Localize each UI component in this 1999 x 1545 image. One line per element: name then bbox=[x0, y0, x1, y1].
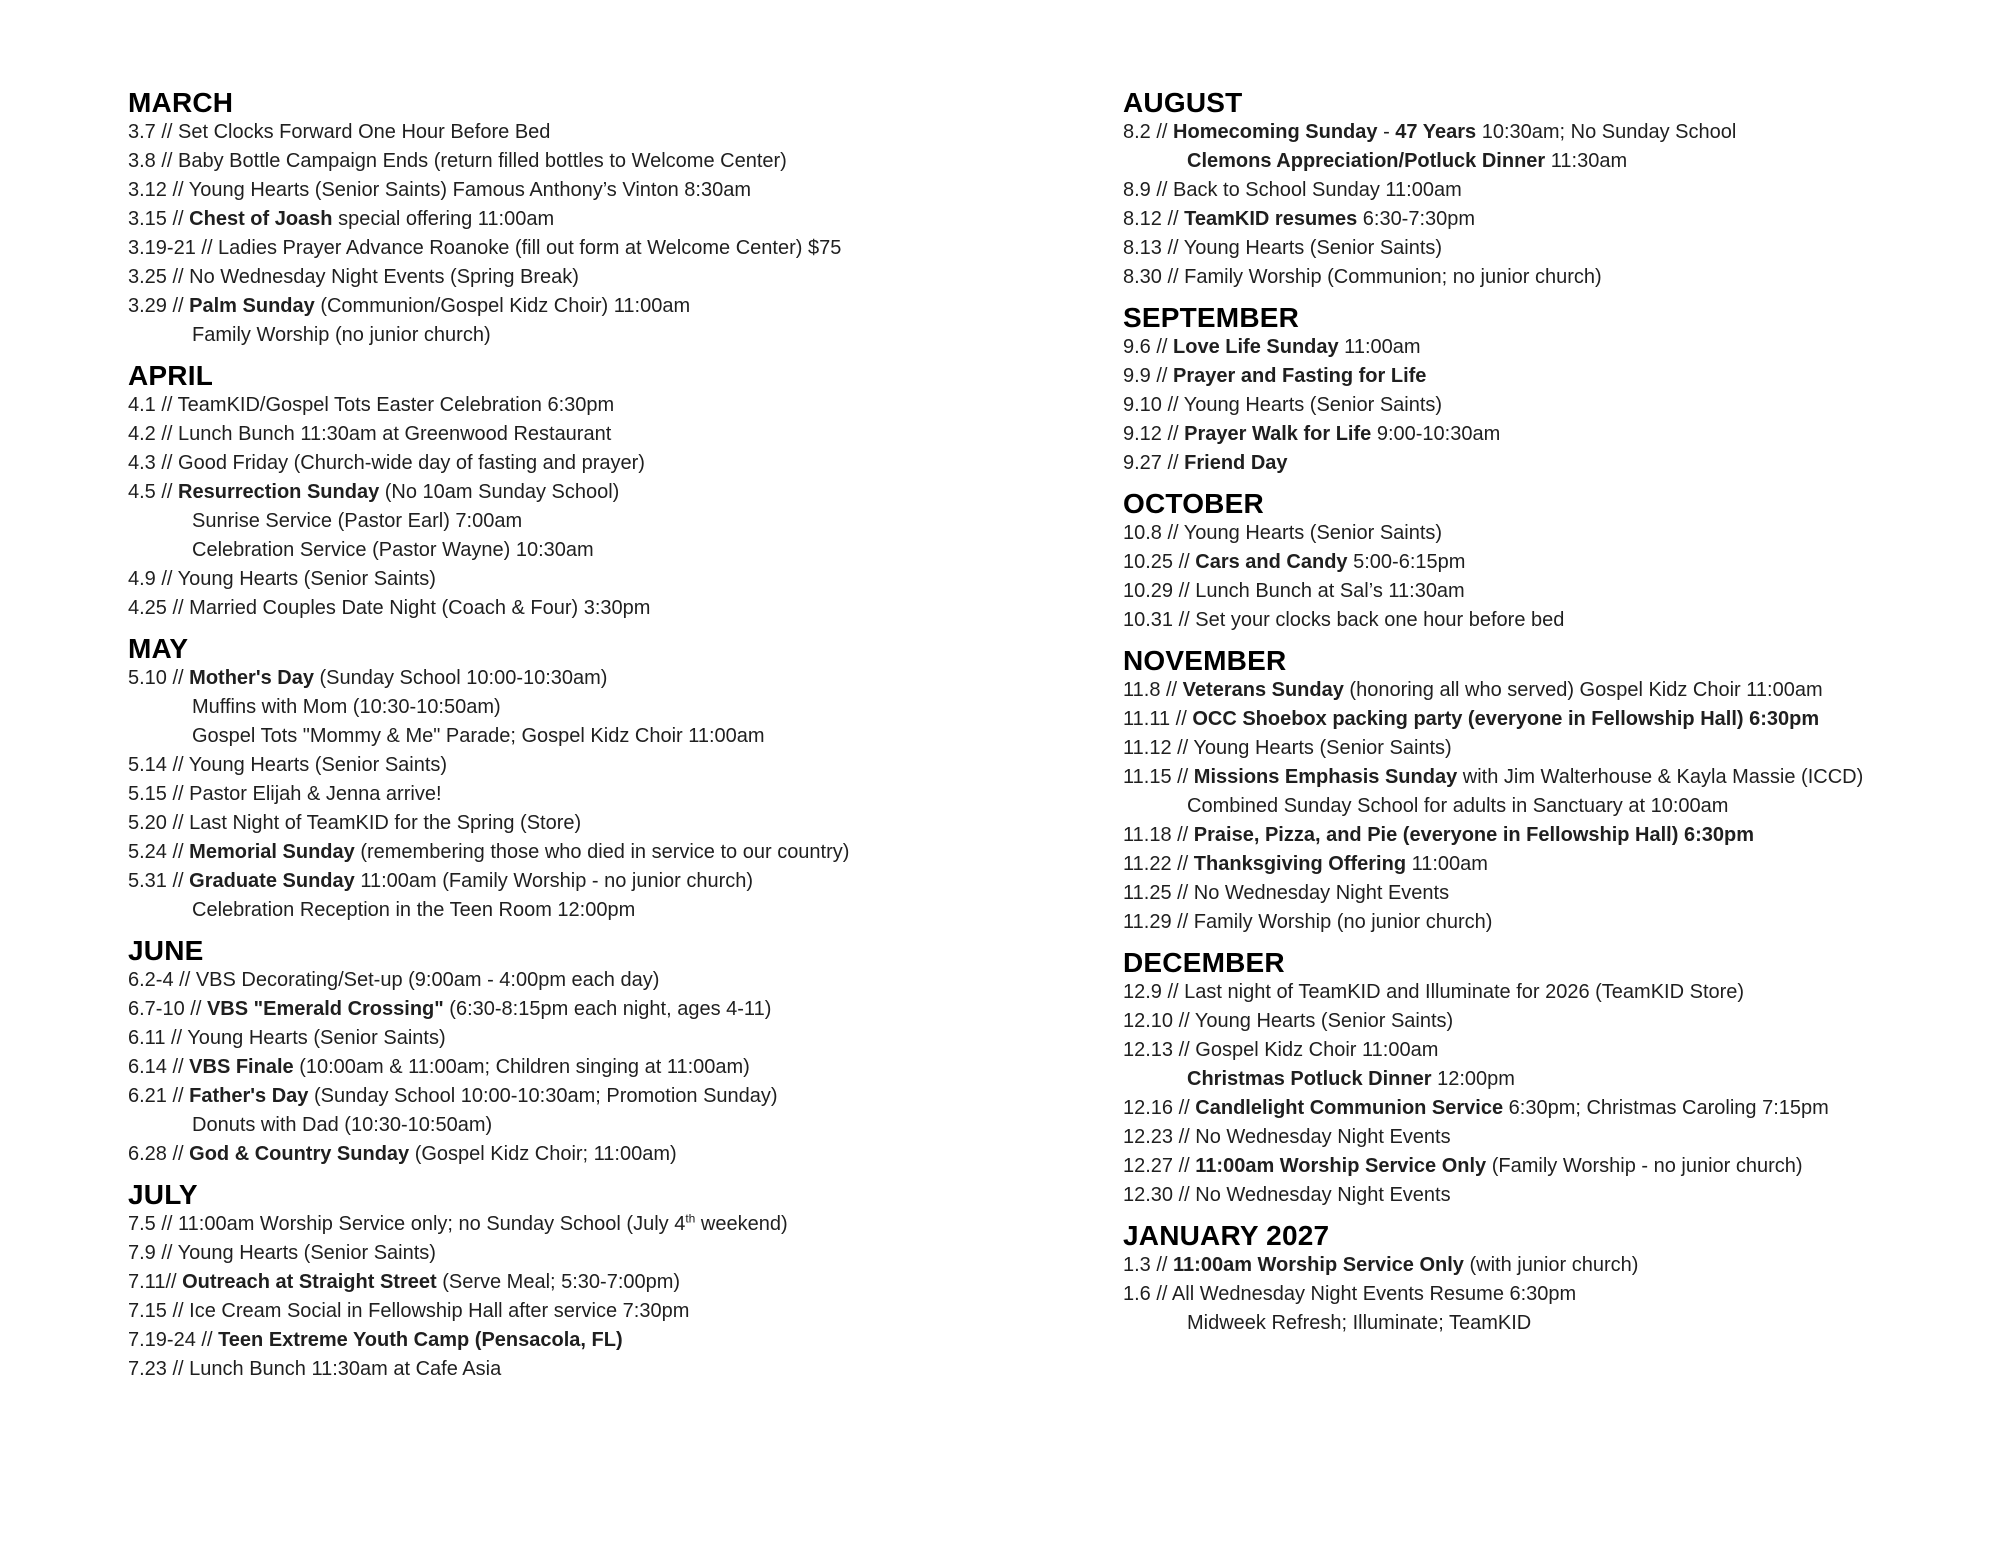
event-text: (with junior church) bbox=[1463, 1254, 1639, 1276]
event-line bbox=[1123, 205, 1973, 234]
event-text: Combined Sunday School for adults in Sanctuary at 10:00am bbox=[1187, 795, 1729, 817]
event-line bbox=[1123, 1036, 1973, 1065]
event-line bbox=[1123, 234, 1973, 263]
event-text-bold: Outreach at Straight Street bbox=[182, 1271, 437, 1293]
event-text: Midweek Refresh; Illuminate; TeamKID bbox=[1187, 1312, 1532, 1334]
event-text: 7.11// bbox=[128, 1271, 183, 1293]
event-line bbox=[1123, 734, 1973, 763]
event-line bbox=[1123, 792, 1973, 821]
month-section bbox=[128, 634, 958, 925]
event-line bbox=[128, 995, 958, 1024]
event-text: 3.7 // Set Clocks Forward One Hour Before Bed bbox=[128, 121, 551, 143]
event-line bbox=[128, 263, 958, 292]
month-section bbox=[1123, 646, 1973, 937]
event-line bbox=[128, 1024, 958, 1053]
event-text: 11:00am bbox=[1338, 336, 1421, 358]
event-line bbox=[128, 565, 958, 594]
event-text: 5.31 // bbox=[128, 870, 190, 892]
event-text-bold: OCC Shoebox packing party (everyone in Fellowship Hall) 6:30pm bbox=[1192, 708, 1820, 730]
event-text-bold: Praise, Pizza, and Pie (everyone in Fellowship Hall) 6:30pm bbox=[1193, 824, 1754, 846]
event-line bbox=[1123, 1181, 1973, 1210]
event-line bbox=[128, 205, 958, 234]
month-section bbox=[1123, 303, 1973, 478]
event-text-bold: VBS Finale bbox=[189, 1056, 294, 1078]
event-text: Celebration Service (Pastor Wayne) 10:30am bbox=[192, 539, 594, 561]
month-section bbox=[128, 1180, 958, 1384]
month-heading: JUNE bbox=[128, 935, 204, 966]
event-text: 12.16 // bbox=[1123, 1097, 1196, 1119]
event-text: 12.9 // Last night of TeamKID and Illuminate for 2026 (TeamKID Store) bbox=[1123, 981, 1745, 1003]
event-text: Gospel Tots "Mommy & Me" Parade; Gospel Kidz Choir 11:00am bbox=[192, 725, 765, 747]
event-text: th bbox=[685, 1211, 696, 1226]
event-text: 3.15 // bbox=[128, 208, 190, 230]
event-text: 3.8 // Baby Bottle Campaign Ends (return filled bottles to Welcome Center) bbox=[128, 150, 787, 172]
event-line bbox=[128, 838, 958, 867]
event-text: 5:00-6:15pm bbox=[1347, 551, 1466, 573]
event-text: (Serve Meal; 5:30-7:00pm) bbox=[436, 1271, 681, 1293]
event-line bbox=[128, 449, 958, 478]
event-line bbox=[1123, 333, 1973, 362]
event-line bbox=[1123, 879, 1973, 908]
event-text: 5.14 // Young Hearts (Senior Saints) bbox=[128, 754, 448, 776]
event-line bbox=[1123, 420, 1973, 449]
event-text: 11:00am (Family Worship - no junior church) bbox=[354, 870, 754, 892]
month-heading: AUGUST bbox=[1123, 87, 1243, 118]
event-text: 3.19-21 // Ladies Prayer Advance Roanoke (fill out form at Welcome Center) $75 bbox=[128, 237, 842, 259]
event-text: 4.2 // Lunch Bunch 11:30am at Greenwood Restaurant bbox=[128, 423, 612, 445]
event-text-bold: Resurrection Sunday bbox=[178, 481, 380, 503]
event-text-bold: Chest of Joash bbox=[189, 208, 333, 230]
month-heading: MAY bbox=[128, 633, 189, 664]
month-heading: JANUARY 2027 bbox=[1123, 1220, 1330, 1251]
event-text: 10.29 // Lunch Bunch at Sal’s 11:30am bbox=[1123, 580, 1465, 602]
event-line bbox=[128, 176, 958, 205]
event-text: 11:30am bbox=[1545, 150, 1628, 172]
event-text-bold: VBS "Emerald Crossing" bbox=[206, 998, 444, 1020]
event-line bbox=[128, 292, 958, 321]
event-text: 10.8 // Young Hearts (Senior Saints) bbox=[1123, 522, 1443, 544]
event-line bbox=[128, 751, 958, 780]
event-text-bold: 11:00am Worship Service Only bbox=[1195, 1155, 1487, 1177]
event-line bbox=[128, 321, 958, 350]
event-text: 12.13 // Gospel Kidz Choir 11:00am bbox=[1123, 1039, 1439, 1061]
event-line bbox=[1123, 1007, 1973, 1036]
event-text: 5.24 // bbox=[128, 841, 190, 863]
event-text: 10:30am; No Sunday School bbox=[1476, 121, 1737, 143]
event-text-bold: Candlelight Communion Service bbox=[1195, 1097, 1504, 1119]
event-line bbox=[128, 594, 958, 623]
month-heading: MARCH bbox=[128, 87, 234, 118]
event-text: (6:30-8:15pm each night, ages 4-11) bbox=[443, 998, 772, 1020]
event-text: (Family Worship - no junior church) bbox=[1486, 1155, 1803, 1177]
month-section bbox=[1123, 489, 1973, 635]
event-line bbox=[128, 1355, 958, 1384]
event-text: (remembering those who died in service to our country) bbox=[354, 841, 850, 863]
event-line bbox=[1123, 519, 1973, 548]
event-text: 5.20 // Last Night of TeamKID for the Spring (Store) bbox=[128, 812, 582, 834]
event-line bbox=[128, 478, 958, 507]
event-text: 11.25 // No Wednesday Night Events bbox=[1123, 882, 1450, 904]
event-text: 8.13 // Young Hearts (Senior Saints) bbox=[1123, 237, 1443, 259]
event-text: 6.7-10 // bbox=[128, 998, 207, 1020]
event-text-bold: Christmas Potluck Dinner bbox=[1187, 1068, 1432, 1090]
event-text: 1.3 // bbox=[1123, 1254, 1174, 1276]
event-text: (Sunday School 10:00-10:30am) bbox=[313, 667, 608, 689]
month-section bbox=[128, 88, 958, 350]
event-text: 6.14 // bbox=[128, 1056, 190, 1078]
month-section bbox=[1123, 948, 1973, 1210]
event-text: 6.28 // bbox=[128, 1143, 190, 1165]
event-text: 12.10 // Young Hearts (Senior Saints) bbox=[1123, 1010, 1454, 1032]
event-line bbox=[1123, 1152, 1973, 1181]
event-text: Family Worship (no junior church) bbox=[192, 324, 491, 346]
event-text: 8.30 // Family Worship (Communion; no junior church) bbox=[1123, 266, 1602, 288]
event-text: 5.15 // Pastor Elijah & Jenna arrive! bbox=[128, 783, 442, 805]
event-text: 4.9 // Young Hearts (Senior Saints) bbox=[128, 568, 436, 590]
event-text: 8.9 // Back to School Sunday 11:00am bbox=[1123, 179, 1462, 201]
event-text: 7.9 // Young Hearts (Senior Saints) bbox=[128, 1242, 436, 1264]
event-text-bold: Love Life Sunday bbox=[1173, 336, 1339, 358]
event-text-bold: Friend Day bbox=[1184, 452, 1288, 474]
event-line bbox=[128, 722, 958, 751]
event-text: 6:30-7:30pm bbox=[1357, 208, 1476, 230]
month-heading: OCTOBER bbox=[1123, 488, 1264, 519]
event-line bbox=[128, 1297, 958, 1326]
event-text: 3.25 // No Wednesday Night Events (Spring Break) bbox=[128, 266, 579, 288]
event-text: (honoring all who served) Gospel Kidz Choir 11:00am bbox=[1343, 679, 1823, 701]
event-text-bold: TeamKID resumes bbox=[1184, 208, 1358, 230]
event-line bbox=[128, 1082, 958, 1111]
event-line bbox=[1123, 1280, 1973, 1309]
event-text: 6.11 // Young Hearts (Senior Saints) bbox=[128, 1027, 446, 1049]
event-text-bold: Father's Day bbox=[189, 1085, 309, 1107]
event-line bbox=[1123, 676, 1973, 705]
event-text: with Jim Walterhouse & Kayla Massie (ICCD) bbox=[1457, 766, 1864, 788]
event-text: 4.25 // Married Couples Date Night (Coach & Four) 3:30pm bbox=[128, 597, 651, 619]
event-text-bold: Graduate Sunday bbox=[189, 870, 355, 892]
event-text: 9:00-10:30am bbox=[1371, 423, 1501, 445]
event-line bbox=[1123, 391, 1973, 420]
event-line bbox=[128, 664, 958, 693]
event-line bbox=[1123, 850, 1973, 879]
event-text: 9.9 // bbox=[1123, 365, 1174, 387]
event-text: 11.12 // Young Hearts (Senior Saints) bbox=[1123, 737, 1452, 759]
event-text: (Communion/Gospel Kidz Choir) 11:00am bbox=[314, 295, 691, 317]
event-text: 7.5 // 11:00am Worship Service only; no Sunday School (July 4 bbox=[128, 1213, 686, 1235]
event-text: 11.8 // bbox=[1123, 679, 1183, 701]
event-text-bold: Memorial Sunday bbox=[189, 841, 355, 863]
event-text: 12:00pm bbox=[1431, 1068, 1515, 1090]
event-line bbox=[1123, 978, 1973, 1007]
event-text: (Gospel Kidz Choir; 11:00am) bbox=[409, 1143, 677, 1165]
event-line bbox=[1123, 1309, 1973, 1338]
event-text-bold: Palm Sunday bbox=[189, 295, 315, 317]
event-text: 12.30 // No Wednesday Night Events bbox=[1123, 1184, 1451, 1206]
event-line bbox=[128, 693, 958, 722]
event-text: 8.2 // bbox=[1123, 121, 1174, 143]
event-text-bold: Clemons Appreciation/Potluck Dinner bbox=[1187, 150, 1546, 172]
month-heading: APRIL bbox=[128, 360, 213, 391]
event-line bbox=[1123, 118, 1973, 147]
event-text-bold: God & Country Sunday bbox=[189, 1143, 410, 1165]
event-text: - bbox=[1377, 121, 1396, 143]
event-text: 9.6 // bbox=[1123, 336, 1174, 358]
event-line bbox=[128, 1111, 958, 1140]
event-line bbox=[128, 420, 958, 449]
event-text-bold: Teen Extreme Youth Camp (Pensacola, FL) bbox=[218, 1329, 623, 1351]
event-line bbox=[128, 966, 958, 995]
event-text: Muffins with Mom (10:30-10:50am) bbox=[192, 696, 501, 718]
event-line bbox=[1123, 176, 1973, 205]
event-line bbox=[128, 1210, 958, 1239]
event-text: special offering 11:00am bbox=[332, 208, 555, 230]
event-line bbox=[1123, 577, 1973, 606]
event-line bbox=[1123, 362, 1973, 391]
month-section bbox=[128, 361, 958, 623]
event-text: Sunrise Service (Pastor Earl) 7:00am bbox=[192, 510, 523, 532]
event-text-bold: Mother's Day bbox=[189, 667, 314, 689]
event-text: Celebration Reception in the Teen Room 12:00pm bbox=[192, 899, 636, 921]
month-heading: JULY bbox=[128, 1179, 198, 1210]
event-line bbox=[128, 809, 958, 838]
event-text: 8.12 // bbox=[1123, 208, 1185, 230]
event-text: 6.21 // bbox=[128, 1085, 190, 1107]
event-text: 6:30pm; Christmas Caroling 7:15pm bbox=[1503, 1097, 1829, 1119]
event-text: 11.29 // Family Worship (no junior church) bbox=[1123, 911, 1493, 933]
event-text: 1.6 // All Wednesday Night Events Resume 6:30pm bbox=[1123, 1283, 1577, 1305]
event-text: 11.18 // bbox=[1123, 824, 1194, 846]
event-text-bold: Veterans Sunday bbox=[1182, 679, 1344, 701]
event-line bbox=[1123, 548, 1973, 577]
event-text: 10.25 // bbox=[1123, 551, 1196, 573]
event-text-bold: Cars and Candy bbox=[1195, 551, 1348, 573]
event-text-bold: 47 Years bbox=[1395, 121, 1477, 143]
event-text: 9.27 // bbox=[1123, 452, 1185, 474]
month-heading: DECEMBER bbox=[1123, 947, 1285, 978]
event-line bbox=[128, 780, 958, 809]
event-line bbox=[128, 1326, 958, 1355]
event-text: 11.11 // bbox=[1123, 708, 1193, 730]
event-text: 12.23 // No Wednesday Night Events bbox=[1123, 1126, 1451, 1148]
event-text: 4.1 // TeamKID/Gospel Tots Easter Celebration 6:30pm bbox=[128, 394, 615, 416]
event-text: 11.15 // bbox=[1123, 766, 1194, 788]
event-line bbox=[1123, 1123, 1973, 1152]
event-text: 12.27 // bbox=[1123, 1155, 1196, 1177]
event-line bbox=[128, 1053, 958, 1082]
event-text: 3.12 // Young Hearts (Senior Saints) Famous Anthony’s Vinton 8:30am bbox=[128, 179, 751, 201]
event-text: 9.10 // Young Hearts (Senior Saints) bbox=[1123, 394, 1443, 416]
event-line bbox=[1123, 1065, 1973, 1094]
event-text: 11.22 // bbox=[1123, 853, 1194, 875]
event-text-bold: 11:00am Worship Service Only bbox=[1173, 1254, 1464, 1276]
calendar-column-right bbox=[1123, 77, 1973, 1338]
event-line bbox=[128, 147, 958, 176]
event-text-bold: Prayer Walk for Life bbox=[1184, 423, 1372, 445]
event-text: (Sunday School 10:00-10:30am; Promotion Sunday) bbox=[308, 1085, 778, 1107]
event-text: 7.19-24 // bbox=[128, 1329, 219, 1351]
event-text-bold: Missions Emphasis Sunday bbox=[1193, 766, 1458, 788]
event-line bbox=[128, 1239, 958, 1268]
event-text: weekend) bbox=[695, 1213, 788, 1235]
event-line bbox=[1123, 705, 1973, 734]
event-line bbox=[1123, 821, 1973, 850]
month-section bbox=[1123, 88, 1973, 292]
event-text: 11:00am bbox=[1406, 853, 1488, 875]
month-heading: NOVEMBER bbox=[1123, 645, 1287, 676]
event-text: (No 10am Sunday School) bbox=[379, 481, 620, 503]
event-line bbox=[1123, 763, 1973, 792]
event-line bbox=[128, 536, 958, 565]
event-text: 3.29 // bbox=[128, 295, 190, 317]
event-text: 5.10 // bbox=[128, 667, 190, 689]
event-line bbox=[1123, 908, 1973, 937]
month-section bbox=[1123, 1221, 1973, 1338]
event-line bbox=[128, 896, 958, 925]
event-line bbox=[1123, 1251, 1973, 1280]
event-text: 4.3 // Good Friday (Church-wide day of fasting and prayer) bbox=[128, 452, 645, 474]
event-line bbox=[128, 1268, 958, 1297]
event-line bbox=[128, 234, 958, 263]
event-line bbox=[1123, 1094, 1973, 1123]
event-text: Donuts with Dad (10:30-10:50am) bbox=[192, 1114, 493, 1136]
event-text-bold: Prayer and Fasting for Life bbox=[1173, 365, 1427, 387]
event-text-bold: Homecoming Sunday bbox=[1173, 121, 1378, 143]
event-line bbox=[128, 867, 958, 896]
event-text: 9.12 // bbox=[1123, 423, 1185, 445]
event-text: 4.5 // bbox=[128, 481, 179, 503]
event-text: 10.31 // Set your clocks back one hour before bed bbox=[1123, 609, 1565, 631]
event-text: 7.15 // Ice Cream Social in Fellowship Hall after service 7:30pm bbox=[128, 1300, 690, 1322]
event-line bbox=[1123, 147, 1973, 176]
event-line bbox=[128, 391, 958, 420]
event-line bbox=[128, 1140, 958, 1169]
calendar-column-left bbox=[128, 77, 958, 1384]
month-heading: SEPTEMBER bbox=[1123, 302, 1300, 333]
month-section bbox=[128, 936, 958, 1169]
event-text: 7.23 // Lunch Bunch 11:30am at Cafe Asia bbox=[128, 1358, 502, 1380]
event-line bbox=[128, 507, 958, 536]
event-text: 6.2-4 // VBS Decorating/Set-up (9:00am - 4:00pm each day) bbox=[128, 969, 660, 991]
event-text: (10:00am & 11:00am; Children singing at 11:00am) bbox=[293, 1056, 750, 1078]
event-text-bold: Thanksgiving Offering bbox=[1193, 853, 1407, 875]
event-line bbox=[1123, 449, 1973, 478]
event-line bbox=[1123, 263, 1973, 292]
event-line bbox=[128, 118, 958, 147]
event-line bbox=[1123, 606, 1973, 635]
